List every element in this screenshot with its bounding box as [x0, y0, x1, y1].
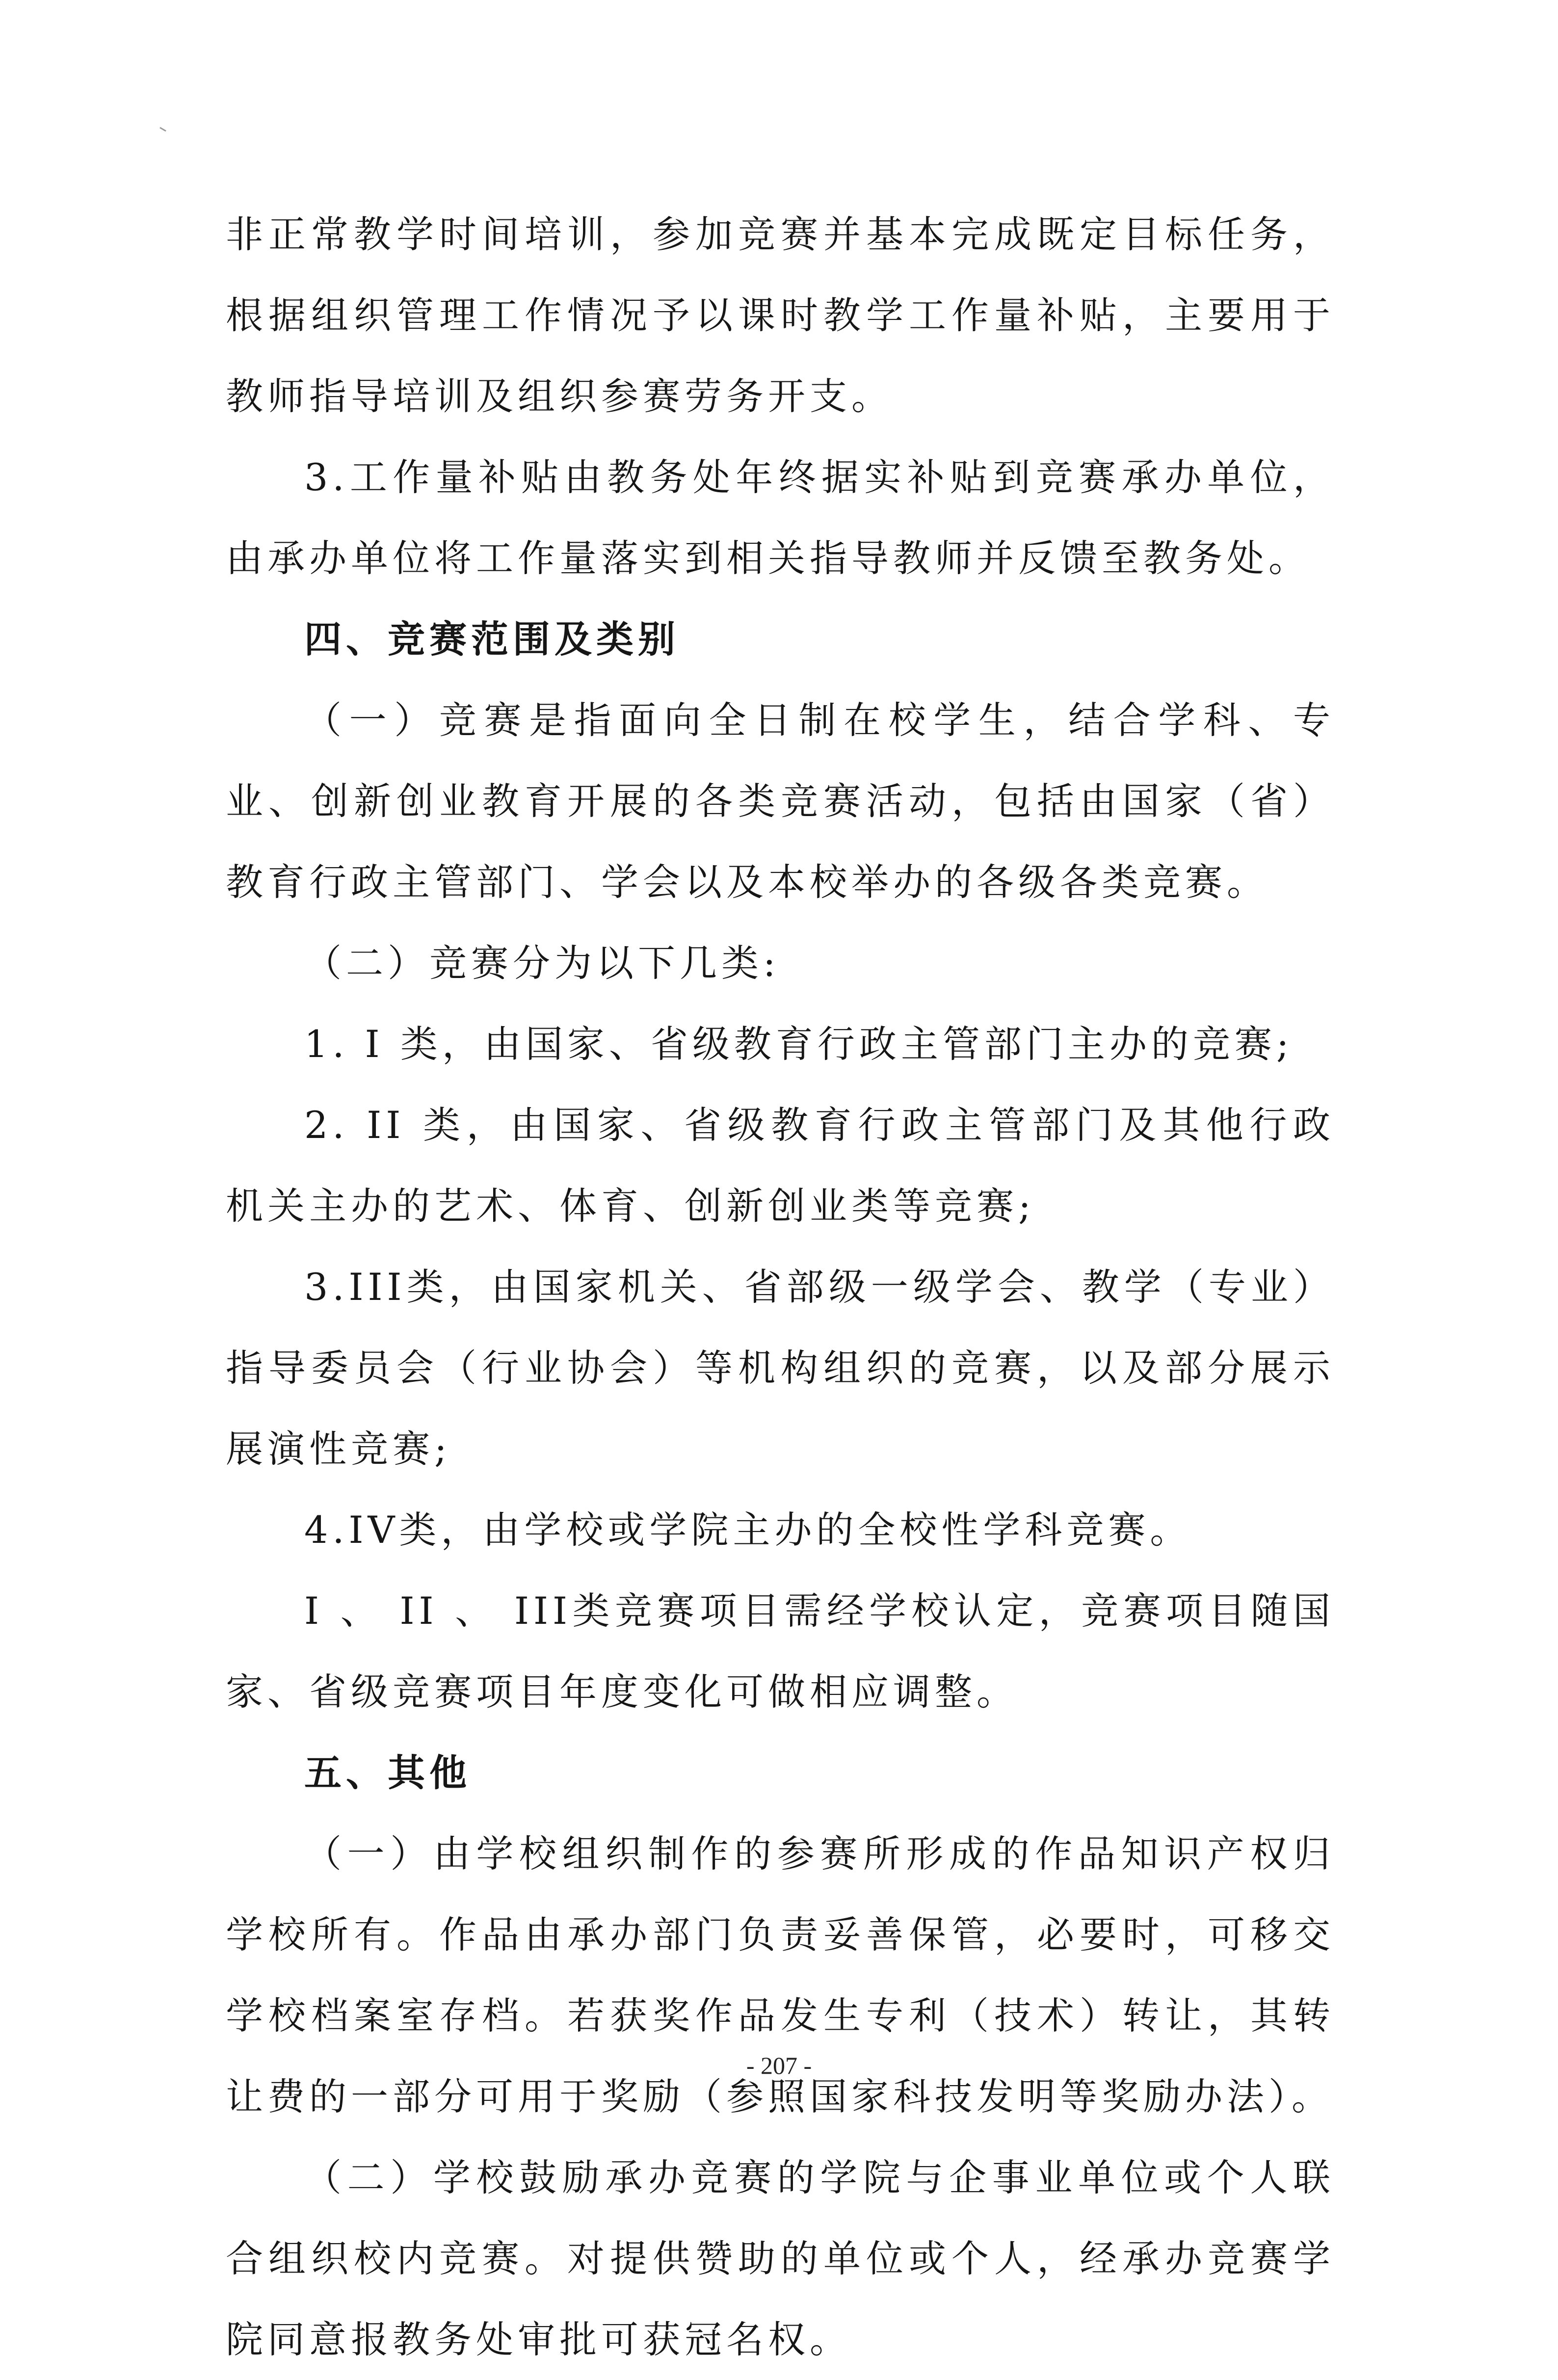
- paragraph-category-note: I 、 II 、 III类竞赛项目需经学校认定，竞赛项目随国家、省级竞赛项目年度变化可做相应调整。: [226, 1589, 1335, 1714]
- paragraph-category-4: 4.IV类，由学校或学院主办的全校性学科竞赛。: [304, 1508, 1192, 1552]
- paragraph-subsidy-item-3: 3.工作量补贴由教务处年终据实补贴到竞赛承办单位，由承办单位将工作量落实到相关指导教师并反馈至教务处。: [226, 455, 1335, 580]
- paragraph-category-2: 2. II 类，由国家、省级教育行政主管部门及其他行政机关主办的艺术、体育、创新创业类等竞赛;: [226, 1103, 1335, 1228]
- paragraph-other-2: （二）学校鼓励承办竞赛的学院与企事业单位或个人联合组织校内竞赛。对提供赞助的单位或个人，经承办竞赛学院同意报教务处审批可获冠名权。: [226, 2156, 1335, 2361]
- section-heading-scope: 四、竞赛范围及类别: [304, 617, 680, 661]
- page-number: - 207 -: [746, 2052, 812, 2079]
- paragraph-other-1: （一）由学校组织制作的参赛所形成的作品知识产权归学校所有。作品由承办部门负责妥善保管，必要时，可移交学校档案室存档。若获奖作品发生专利（技术）转让，其转让费的一部分可用于奖励（参照国家科技发明等奖励办法）。: [226, 1832, 1335, 2118]
- paragraph-subsidy-continued: 非正常教学时间培训，参加竞赛并基本完成既定目标任务，根据组织管理工作情况予以课时教学工作量补贴，主要用于教师指导培训及组织参赛劳务开支。: [226, 212, 1335, 418]
- scan-mark: [159, 127, 166, 132]
- section-heading-other: 五、其他: [304, 1751, 471, 1795]
- paragraph-category-3: 3.III类，由国家机关、省部级一级学会、教学（专业）指导委员会（行业协会）等机构组织的竞赛，以及部分展示展演性竞赛;: [226, 1265, 1335, 1471]
- paragraph-category-1: 1. I 类，由国家、省级教育行政主管部门主办的竞赛;: [304, 1022, 1294, 1066]
- paragraph-scope-1: （一）竞赛是指面向全日制在校学生，结合学科、专业、创新创业教育开展的各类竞赛活动，包括由国家（省）教育行政主管部门、学会以及本校举办的各级各类竞赛。: [226, 698, 1335, 904]
- paragraph-scope-2: （二）竞赛分为以下几类:: [304, 941, 780, 985]
